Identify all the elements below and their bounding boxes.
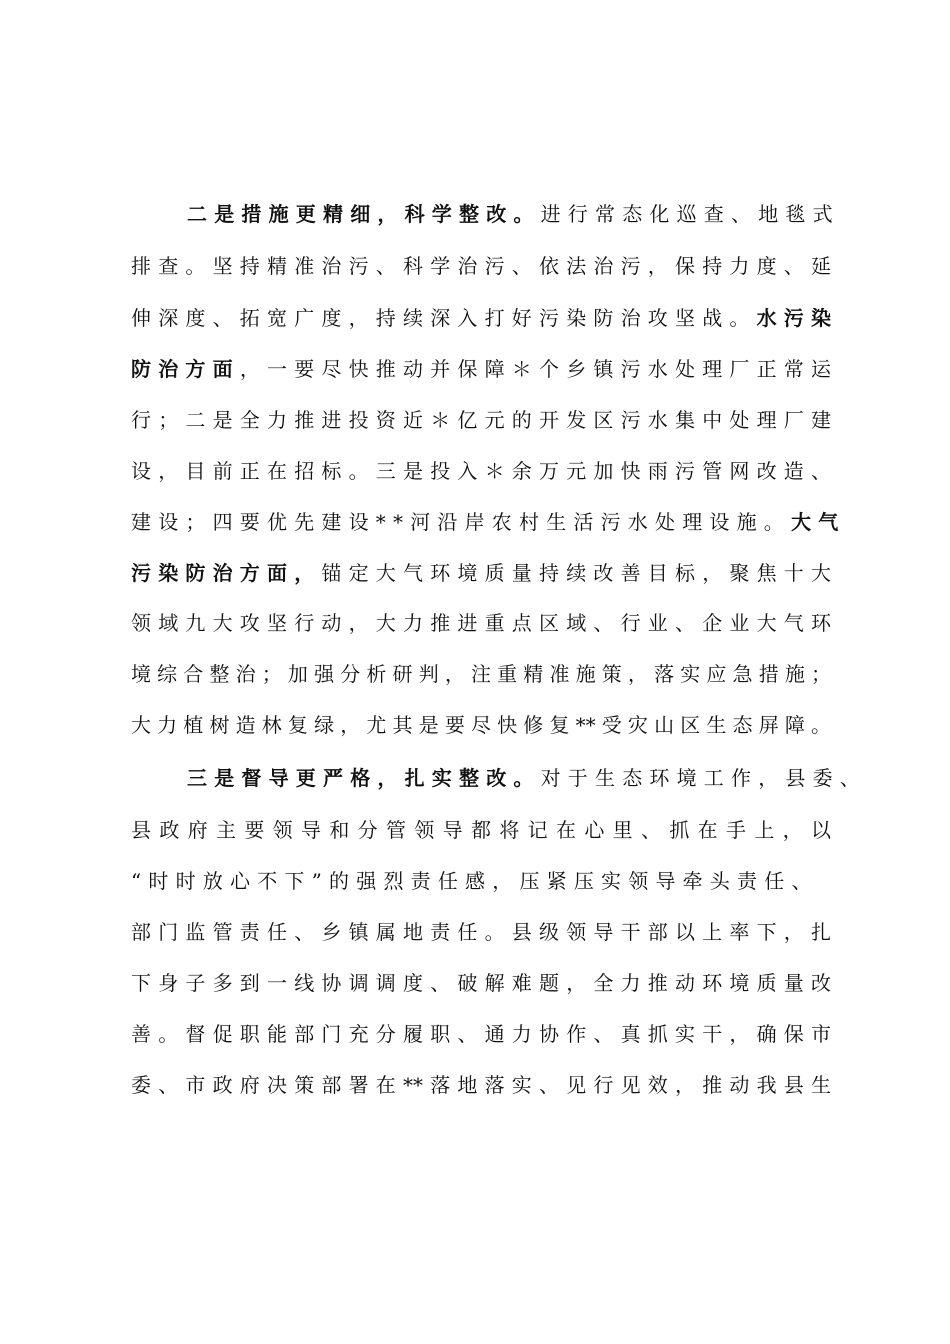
text-line — [131, 866, 831, 896]
body-text-run: 排查。坚持精准治污、科学治污、依法治污，保持力度、延 — [131, 254, 831, 278]
text-line — [131, 507, 846, 537]
text-line — [131, 303, 839, 333]
text-line — [131, 968, 831, 998]
body-text-run: 锚定大气环境质量持续改善目标，聚焦十大 — [321, 561, 839, 585]
bold-heading-text: 三是督导更严格，扎实整改。 — [187, 766, 541, 790]
text-line — [131, 815, 831, 845]
body-text-run: 伸深度、拓宽广度，持续深入打好污染防治攻坚战。 — [131, 306, 757, 330]
text-line — [131, 405, 831, 435]
text-line — [131, 659, 831, 689]
bold-heading-text: 污染防治方面， — [131, 561, 322, 585]
body-text-run: 县政府主要领导和分管领导都将记在心里、抓在手上，以 — [131, 818, 831, 842]
body-text-run: 下身子多到一线协调调度、破解难题，全力推动环境质量改 — [131, 971, 831, 995]
body-text-run: 委、市政府决策部署在**落地落实、见行见效，推动我县生 — [131, 1073, 831, 1097]
body-text-run: 建设；四要优先建设**河沿岸农村生活污水处理设施。 — [131, 510, 791, 534]
text-line — [131, 1070, 831, 1100]
body-text-run: 设，目前正在招标。三是投入＊余万元加快雨污管网改造、 — [131, 459, 831, 483]
text-line — [131, 917, 831, 947]
bold-heading-text: 防治方面 — [131, 357, 240, 381]
body-text-run: 对于生态环境工作，县委、 — [540, 766, 868, 790]
text-line — [131, 1019, 831, 1049]
paragraph-first-line — [187, 763, 868, 793]
body-text-run: 境综合整治；加强分析研判，注重精准施策，落实应急措施； — [131, 662, 831, 686]
text-line — [131, 608, 831, 638]
text-line — [131, 251, 831, 281]
body-text-run: ，一要尽快推动并保障＊个乡镇污水处理厂正常运 — [239, 357, 839, 381]
bold-heading-text: 大气 — [791, 510, 846, 534]
paragraph-first-line — [187, 199, 840, 229]
body-text-run: 进行常态化巡查、地毯式 — [540, 202, 840, 226]
body-text-run: 领域九大攻坚行动，大力推进重点区域、行业、企业大气环 — [131, 611, 831, 635]
text-line — [131, 710, 831, 740]
body-text-run: 行；二是全力推进投资近＊亿元的开发区污水集中处理厂建 — [131, 408, 831, 432]
bold-heading-text: 水污染 — [756, 306, 839, 330]
body-text-run: 部门监管责任、乡镇属地责任。县级领导干部以上率下，扎 — [131, 920, 831, 944]
text-line — [131, 456, 831, 486]
body-text-run: 善。督促职能部门充分履职、通力协作、真抓实干，确保市 — [131, 1022, 831, 1046]
body-text-run: “时时放心不下”的强烈责任感，压紧压实领导牵头责任、 — [131, 869, 819, 893]
text-line — [131, 354, 839, 384]
body-text-run: 大力植树造林复绿，尤其是要尽快修复**受灾山区生态屏障。 — [131, 713, 831, 737]
bold-heading-text: 二是措施更精细，科学整改。 — [187, 202, 541, 226]
text-line — [131, 558, 839, 588]
